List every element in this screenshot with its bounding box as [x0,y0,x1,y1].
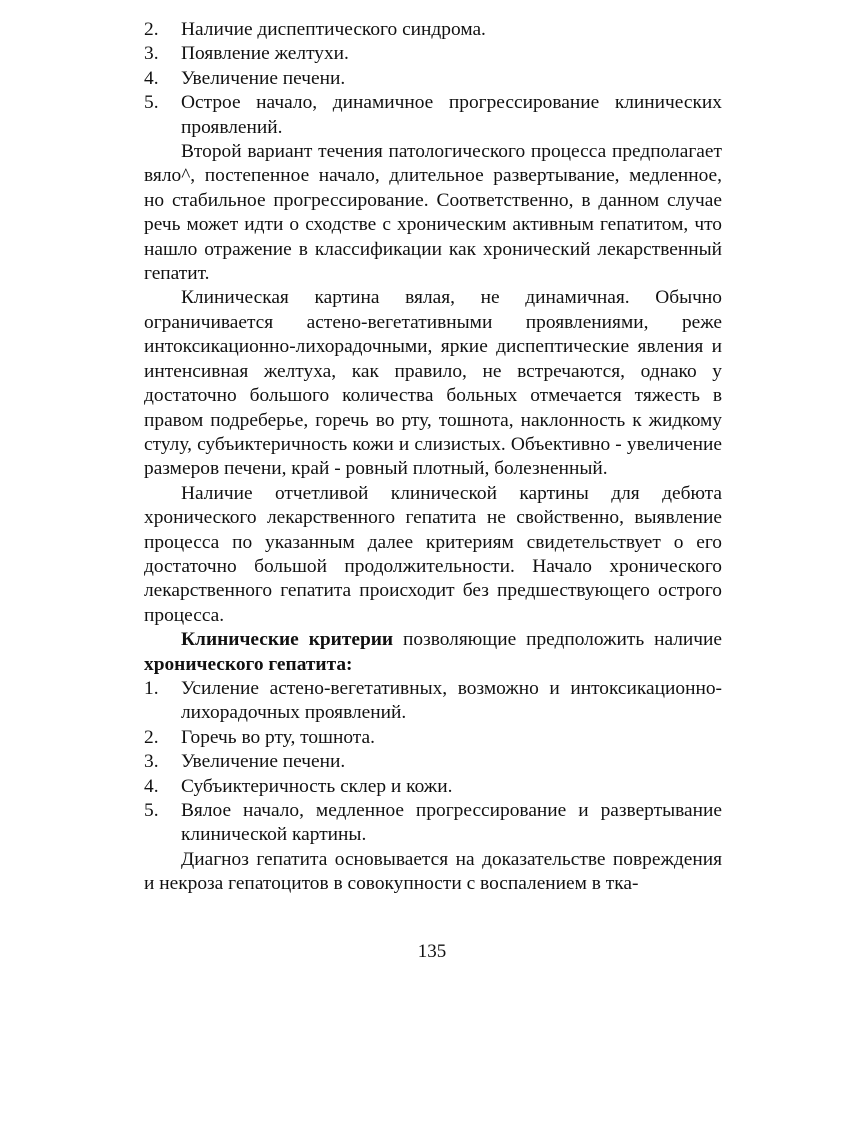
list-number: 5. [144,800,159,821]
list-item [144,726,722,750]
list-item [144,67,722,91]
list-number: 5. [144,92,159,114]
list-text: Субъиктеричность склер и кожи. [181,775,453,797]
list-text: Наличие диспептического синдрома. [181,19,486,40]
list-number: 2. [144,726,159,748]
paragraph: Второй вариант течения патологического процесса предполагает вяло^, постепенное начало, длительное развертывание, медленное, но стабильное прогрессирование. Соответственно, в данном случае речь может идти о сходстве с хроническим активным гепатитом, что нашло отражение в классификации как хронический лекарственный гепатит. [144,141,722,285]
list-text: Острое начало, динамичное прогрессирование клинических проявлений. [181,92,722,138]
page-number: 135 [417,941,447,962]
list-number: 4. [144,67,159,89]
criteria-heading [144,628,722,677]
list-number: 3. [144,43,159,65]
list-item [144,799,722,848]
paragraph: Клиническая картина вялая, не динамичная. Обычно ограничивается астено-вегетативными проявлениями, реже интоксикационно-лихорадочными, яркие диспептические явления и интенсивная желтуха, как правило, не встречаются, однако у достаточно большого количества больных отмечается тяжесть в правом подреберье, горечь во рту, тошнота, наклонность к жидкому стулу, субъиктеричность кожи и слизистых. Объективно - увеличение размеров печени, край - ровный плотный, болезненный. [144,287,722,480]
list-number: 1. [144,677,159,699]
paragraph: Диагноз гепатита основывается на доказательстве повреждения и некроза гепатоцитов в совокупности с воспалением в тка- [144,848,722,895]
list-text: Усиление астено-вегетативных, возможно и интоксикационно-лихорадочных проявлений. [181,677,722,724]
list-text: Появление желтухи. [181,43,349,65]
list-text: Горечь во рту, тошнота. [181,726,375,748]
list-number: 2. [144,19,159,40]
list-text: Вялое начало, медленное прогрессирование и развертывание клинической картины. [181,800,722,846]
list-item [144,750,722,774]
criteria-text: позволяющие предположить наличие [393,629,723,651]
list-number: 3. [144,751,159,773]
page-content [144,18,722,897]
list-text: Увеличение печени. [181,751,346,773]
list-item [144,775,722,799]
list-item [144,91,722,140]
list-number: 4. [144,775,159,797]
criteria-bold-1: Клинические критерии [181,629,394,651]
criteria-bold-2: хронического гепатита: [144,653,353,675]
list-text: Увеличение печени. [181,67,346,89]
list-item [144,677,722,726]
paragraph: Наличие отчетливой клинической картины для дебюта хронического лекарственного гепатита не свойственно, выявление процесса по указанным далее критериям свидетельствует о его достаточно большой продолжительности. Начало хронического лекарственного гепатита происходит без предшествующего острого процесса. [144,482,722,626]
list-item [144,42,722,66]
list-item [144,18,722,42]
